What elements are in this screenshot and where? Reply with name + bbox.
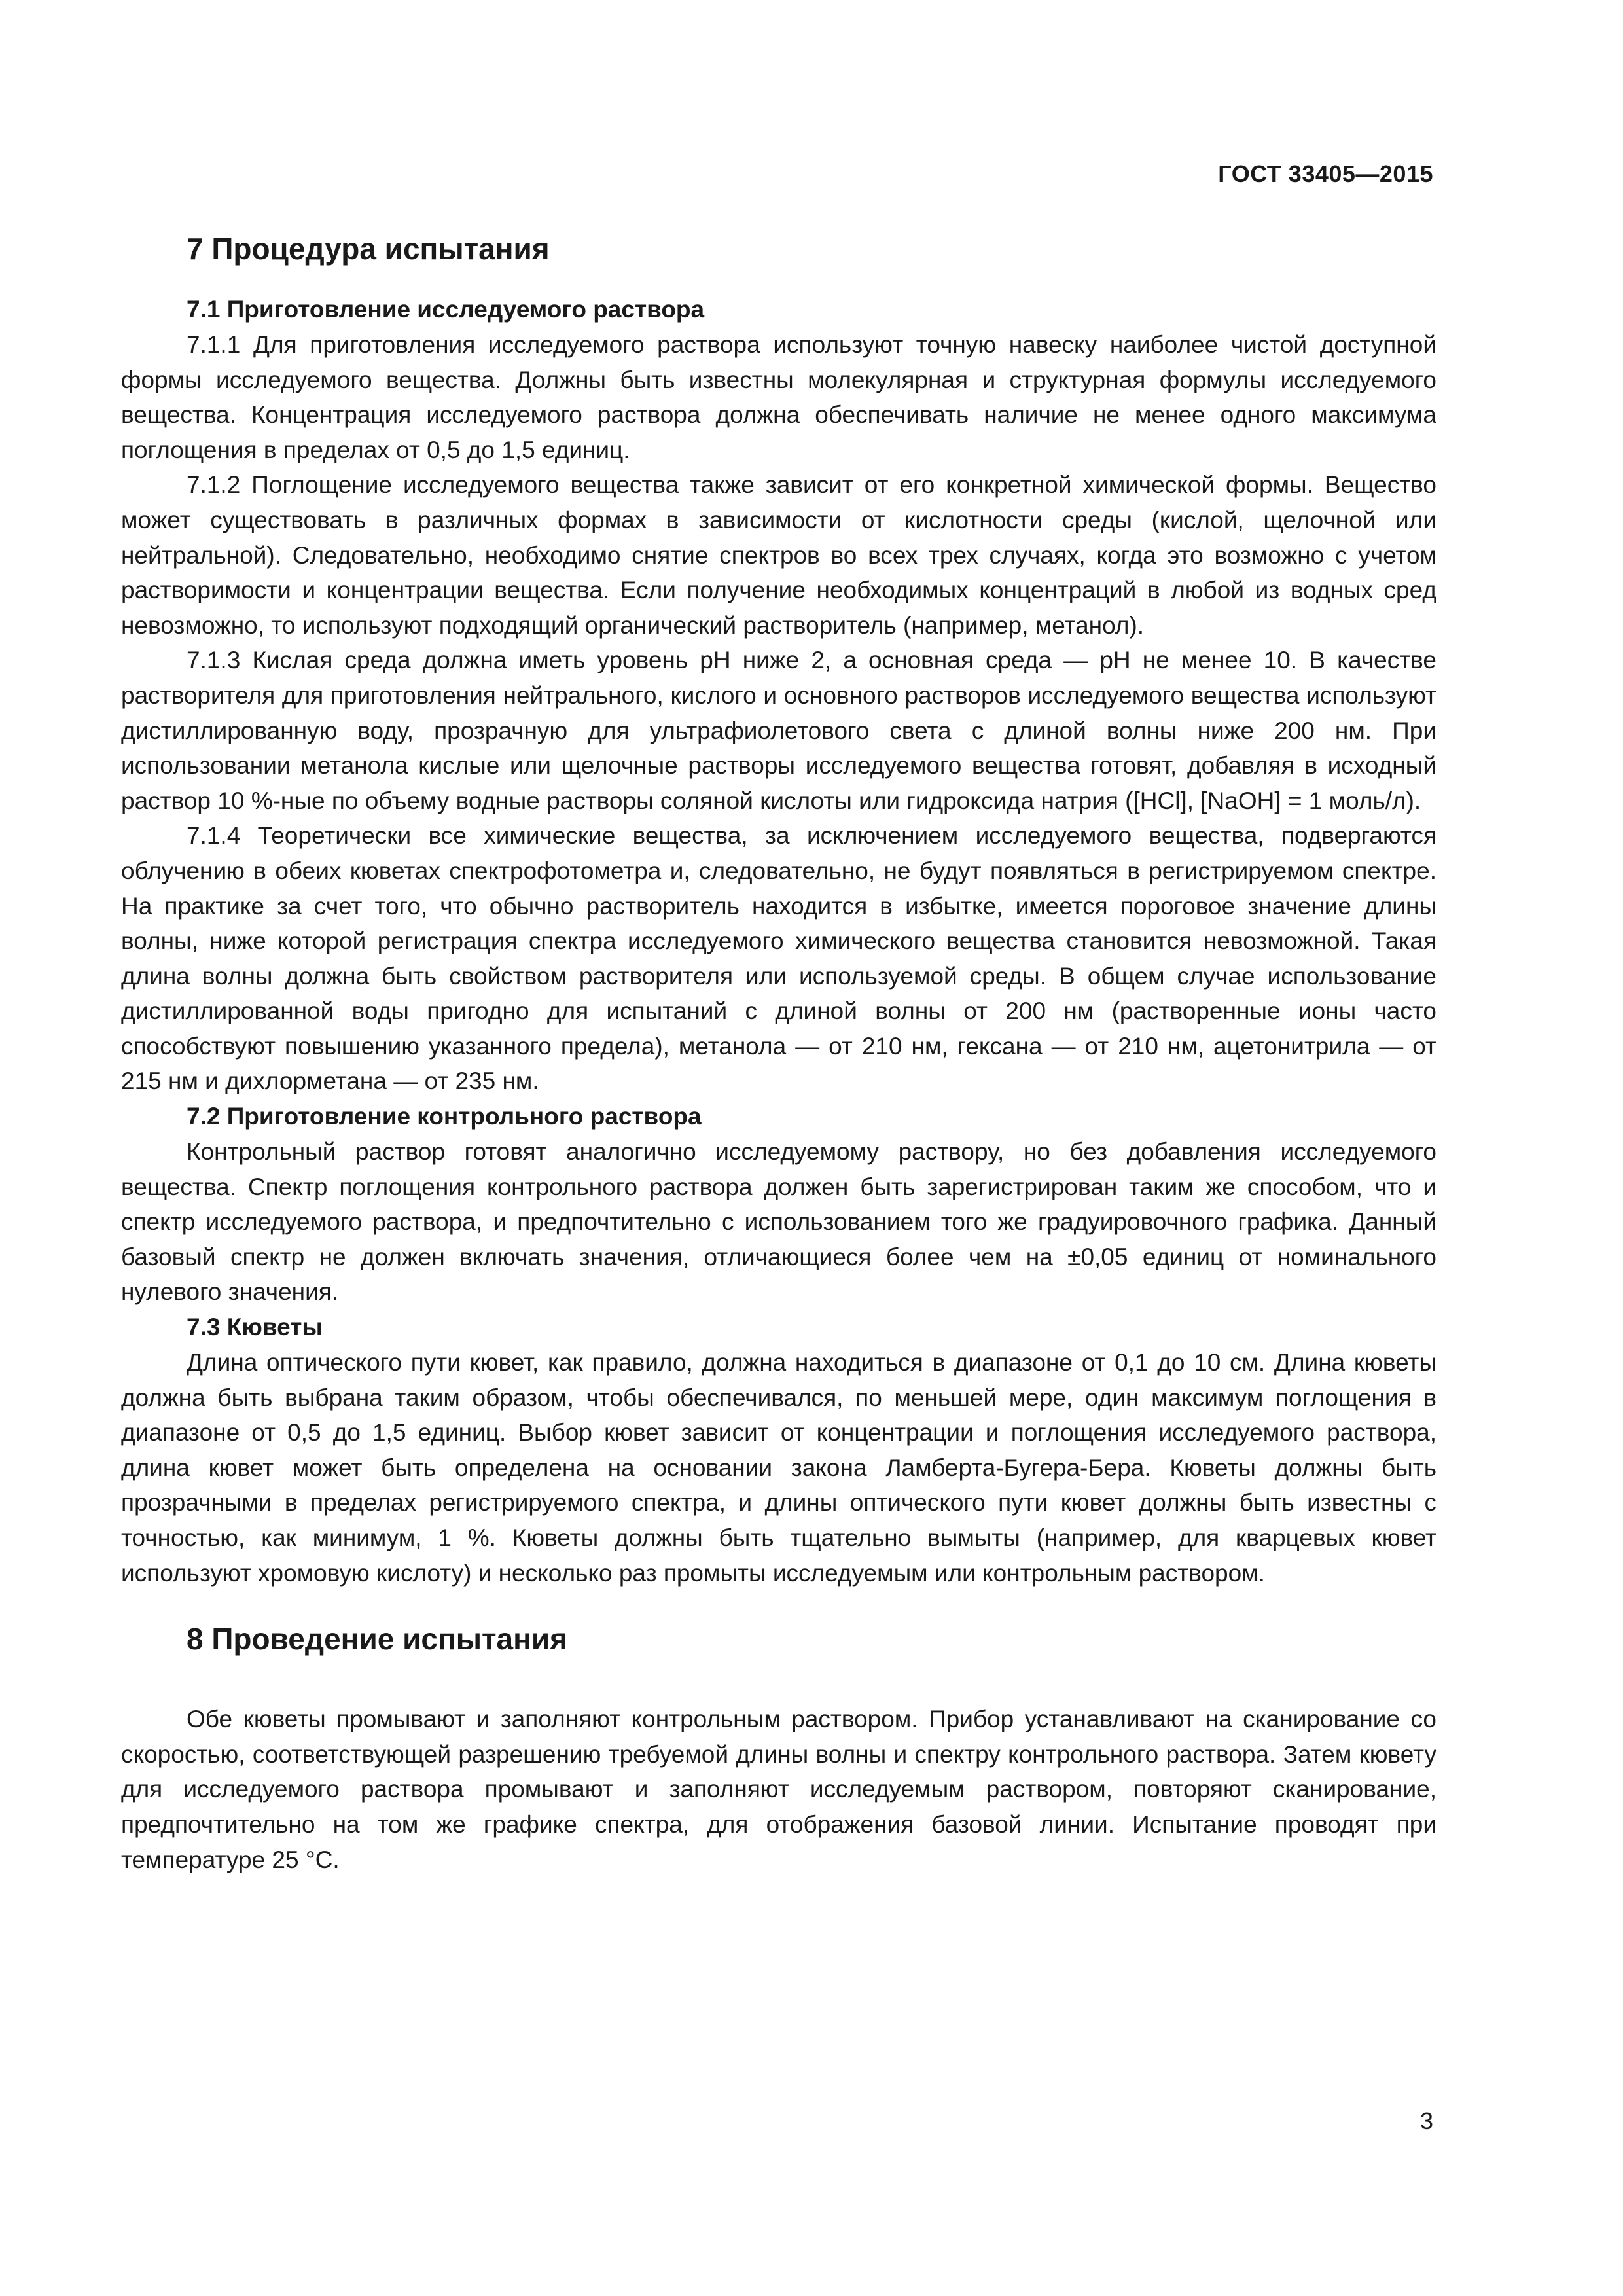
subsection-7-3-title: 7.3 Кюветы <box>187 1314 323 1341</box>
paragraph-7-3: Длина оптического пути кювет, как правило, должна находиться в диапазоне от 0,1 до 10 см. Длина кюветы должна быть выбрана таким образом, чтобы обеспечивался, по меньшей мере, один максимум поглощения в диапазоне от 0,5 до 1,5 единиц. Выбор кювет зависит от концентрации и поглощения исследуемого раствора, длина кювет может быть определена на основании закона Ламберта-Бугера-Бера. Кюветы должны быть прозрачными в пределах регистрируемого спектра, и длины оптического пути кювет должны быть известны с точностью, как минимум, 1 %. Кюветы должны быть тщательно вымыты (например, для кварцевых кювет используют хромовую кислоту) и несколько раз промыты исследуемым или контрольным раствором. <box>121 1349 1436 1587</box>
paragraph-7-1-1: 7.1.1 Для приготовления исследуемого раствора используют точную навеску наиболее чистой доступной формы исследуемого вещества. Должны быть известны молекулярная и структурная формулы исследуемого вещества. Концентрация исследуемого раствора должна обеспечивать наличие не менее одного максимума поглощения в пределах от 0,5 до 1,5 единиц. <box>121 331 1436 463</box>
subsection-7-2-title: 7.2 Приготовление контрольного раствора <box>187 1103 702 1130</box>
paragraph-7-1-2: 7.1.2 Поглощение исследуемого вещества также зависит от его конкретной химической формы. Вещество может существовать в различных формах в зависимости от кислотности среды (кислой, щелочной или нейтральной). Следовательно, необходимо снятие спектров во всех трех случаях, когда это возможно с учетом растворимости и концентрации вещества. Если получение необходимых концентраций в любой из водных сред невозможно, то используют подходящий органический растворитель (например, метанол). <box>121 471 1436 639</box>
document-code: ГОСТ 33405—2015 <box>1218 160 1433 187</box>
subsection-7-1-title: 7.1 Приготовление исследуемого раствора <box>187 296 705 323</box>
section-7-title: 7 Процедура испытания <box>187 232 550 266</box>
paragraph-7-2: Контрольный раствор готовят аналогично исследуемому раствору, но без добавления исследуемого вещества. Спектр поглощения контрольного раствора должен быть зарегистрирован таким же способом, что и спектр исследуемого раствора, и предпочтительно с использованием того же градуировочного графика. Данный базовый спектр не должен включать значения, отличающиеся более чем на ±0,05 единиц от номинального нулевого значения. <box>121 1138 1436 1306</box>
section-spacer <box>121 1590 1436 1619</box>
page-content <box>121 229 1436 1877</box>
section-spacer <box>121 1682 1436 1702</box>
page-number: 3 <box>1419 2108 1433 2134</box>
paragraph-8: Обе кюветы промывают и заполняют контрольным раствором. Прибор устанавливают на сканирование со скоростью, соответствующей разрешению требуемой длины волны и спектру контрольного раствора. Затем кювету для исследуемого раствора промывают и заполняют исследуемым раствором, повторяют сканирование, предпочтительно на том же графике спектра, для отображения базовой линии. Испытание проводят при температуре 25 °С. <box>121 1706 1436 1873</box>
paragraph-7-1-4: 7.1.4 Теоретически все химические вещества, за исключением исследуемого вещества, подвергаются облучению в обеих кюветах спектрофотометра и, следовательно, не будут появляться в регистрируемом спектре. На практике за счет того, что обычно растворитель находится в избытке, имеется пороговое значение длины волны, ниже которой регистрация спектра исследуемого химического вещества становится невозможной. Такая длина волны должна быть свойством растворителя или используемой среды. В общем случае использование дистиллированной воды пригодно для испытаний с длиной волны от 200 нм (растворенные ионы часто способствуют повышению указанного предела), метанола — от 210 нм, гексана — от 210 нм, ацетонитрила — от 215 нм и дихлорметана — от 235 нм. <box>121 822 1436 1095</box>
section-8-title: 8 Проведение испытания <box>187 1622 568 1657</box>
paragraph-7-1-3: 7.1.3 Кислая среда должна иметь уровень pH ниже 2, а основная среда — pH не менее 10. В качестве растворителя для приготовления нейтрального, кислого и основного растворов исследуемого вещества используют дистиллированную воду, прозрачную для ультрафиолетового света с длиной волны ниже 200 нм. При использовании метанола кислые или щелочные растворы исследуемого вещества готовят, добавляя в исходный раствор 10 %-ные по объему водные растворы соляной кислоты или гидроксида натрия ([HCl], [NaOH] = 1 моль/л). <box>121 647 1436 814</box>
